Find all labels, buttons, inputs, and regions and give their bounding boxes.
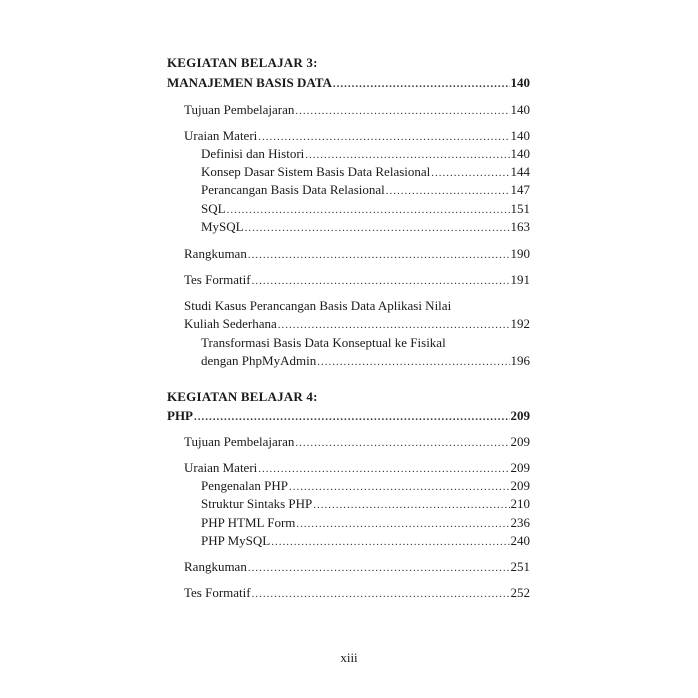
section3-tujuan-entry[interactable] [184, 102, 530, 118]
entry-page: 190 [510, 246, 530, 261]
section3-transform-line1: Transformasi Basis Data Konseptual ke Fisikal [201, 335, 446, 350]
dot-leader [258, 129, 509, 145]
entry-label: Struktur Sintaks PHP [201, 496, 313, 511]
dot-leader [248, 247, 510, 263]
entry-label: Tujuan Pembelajaran [184, 102, 295, 117]
dot-leader [245, 220, 510, 236]
entry-label: PHP MySQL [201, 533, 271, 548]
section3-title-entry[interactable] [167, 75, 530, 91]
entry-page: 196 [510, 353, 530, 368]
dot-leader [431, 165, 509, 181]
dot-leader [194, 409, 510, 425]
dot-leader [305, 147, 509, 163]
section4-subitem-entry[interactable] [201, 515, 530, 531]
dot-leader [258, 461, 509, 477]
entry-page: 210 [510, 496, 530, 511]
section4-subitem-entry[interactable] [201, 478, 530, 494]
dot-leader [333, 76, 510, 92]
entry-page: 191 [510, 272, 530, 287]
dot-leader [289, 479, 509, 495]
entry-label: Definisi dan Histori [201, 146, 305, 161]
entry-label: Perancangan Basis Data Relasional [201, 182, 385, 197]
dot-leader [278, 317, 510, 333]
section3-title: MANAJEMEN BASIS DATA [167, 75, 332, 90]
entry-label: Pengenalan PHP [201, 478, 289, 493]
entry-page: 209 [510, 434, 530, 449]
entry-label: Rangkuman [184, 246, 247, 261]
section3-subitem-entry[interactable] [201, 182, 530, 198]
dot-leader [386, 183, 510, 199]
entry-page: 147 [510, 182, 530, 197]
dot-leader [313, 497, 509, 513]
section3-uraian-entry[interactable] [184, 128, 530, 144]
entry-page: 140 [510, 102, 530, 117]
dot-leader [317, 354, 509, 370]
entry-page: 240 [510, 533, 530, 548]
entry-page: 192 [510, 316, 530, 331]
entry-label: SQL [201, 201, 226, 216]
entry-label: Tes Formatif [184, 272, 251, 287]
entry-page: 151 [510, 201, 530, 216]
entry-label: Tujuan Pembelajaran [184, 434, 295, 449]
section4-title-entry[interactable] [167, 408, 530, 424]
dot-leader [248, 560, 510, 576]
section3-studi-entry[interactable] [184, 316, 530, 332]
section4-tes-entry[interactable] [184, 585, 530, 601]
section4-title: PHP [167, 408, 193, 423]
dot-leader [296, 516, 509, 532]
entry-page: 209 [510, 478, 530, 493]
entry-page: 140 [510, 128, 530, 143]
entry-label: Uraian Materi [184, 460, 258, 475]
dot-leader [252, 586, 510, 602]
dot-leader [271, 534, 509, 550]
section4-tujuan-entry[interactable] [184, 434, 530, 450]
entry-label: PHP HTML Form [201, 515, 296, 530]
section4-uraian-entry[interactable] [184, 460, 530, 476]
entry-label: MySQL [201, 219, 244, 234]
section3-transform-entry[interactable] [201, 353, 530, 369]
entry-page: 251 [510, 559, 530, 574]
section3-studi-line1: Studi Kasus Perancangan Basis Data Aplikasi Nilai [184, 298, 452, 313]
entry-page: 163 [510, 219, 530, 234]
section3-subitem-entry[interactable] [201, 201, 530, 217]
dot-leader [227, 202, 510, 218]
section4-rangkuman-entry[interactable] [184, 559, 530, 575]
entry-page: 236 [510, 515, 530, 530]
section3-title-page: 140 [510, 75, 530, 90]
dot-leader [252, 273, 510, 289]
entry-page: 252 [510, 585, 530, 600]
section3-rangkuman-entry[interactable] [184, 246, 530, 262]
section3-tes-entry[interactable] [184, 272, 530, 288]
entry-label: Uraian Materi [184, 128, 258, 143]
section3-heading: KEGIATAN BELAJAR 3: [167, 55, 318, 70]
section3-subitem-entry[interactable] [201, 164, 530, 180]
section4-title-page: 209 [510, 408, 530, 423]
section4-subitem-entry[interactable] [201, 496, 530, 512]
entry-page: 140 [510, 146, 530, 161]
page-number: xiii [340, 650, 358, 665]
entry-label: dengan PhpMyAdmin [201, 353, 317, 368]
section3-subitem-entry[interactable] [201, 146, 530, 162]
entry-label: Kuliah Sederhana [184, 316, 277, 331]
entry-label: Tes Formatif [184, 585, 251, 600]
section3-subitem-entry[interactable] [201, 219, 530, 235]
section4-heading: KEGIATAN BELAJAR 4: [167, 389, 318, 404]
entry-page: 144 [510, 164, 530, 179]
entry-label: Rangkuman [184, 559, 247, 574]
entry-label: Konsep Dasar Sistem Basis Data Relasional [201, 164, 431, 179]
entry-page: 209 [510, 460, 530, 475]
dot-leader [295, 103, 509, 119]
dot-leader [295, 435, 509, 451]
section4-subitem-entry[interactable] [201, 533, 530, 549]
